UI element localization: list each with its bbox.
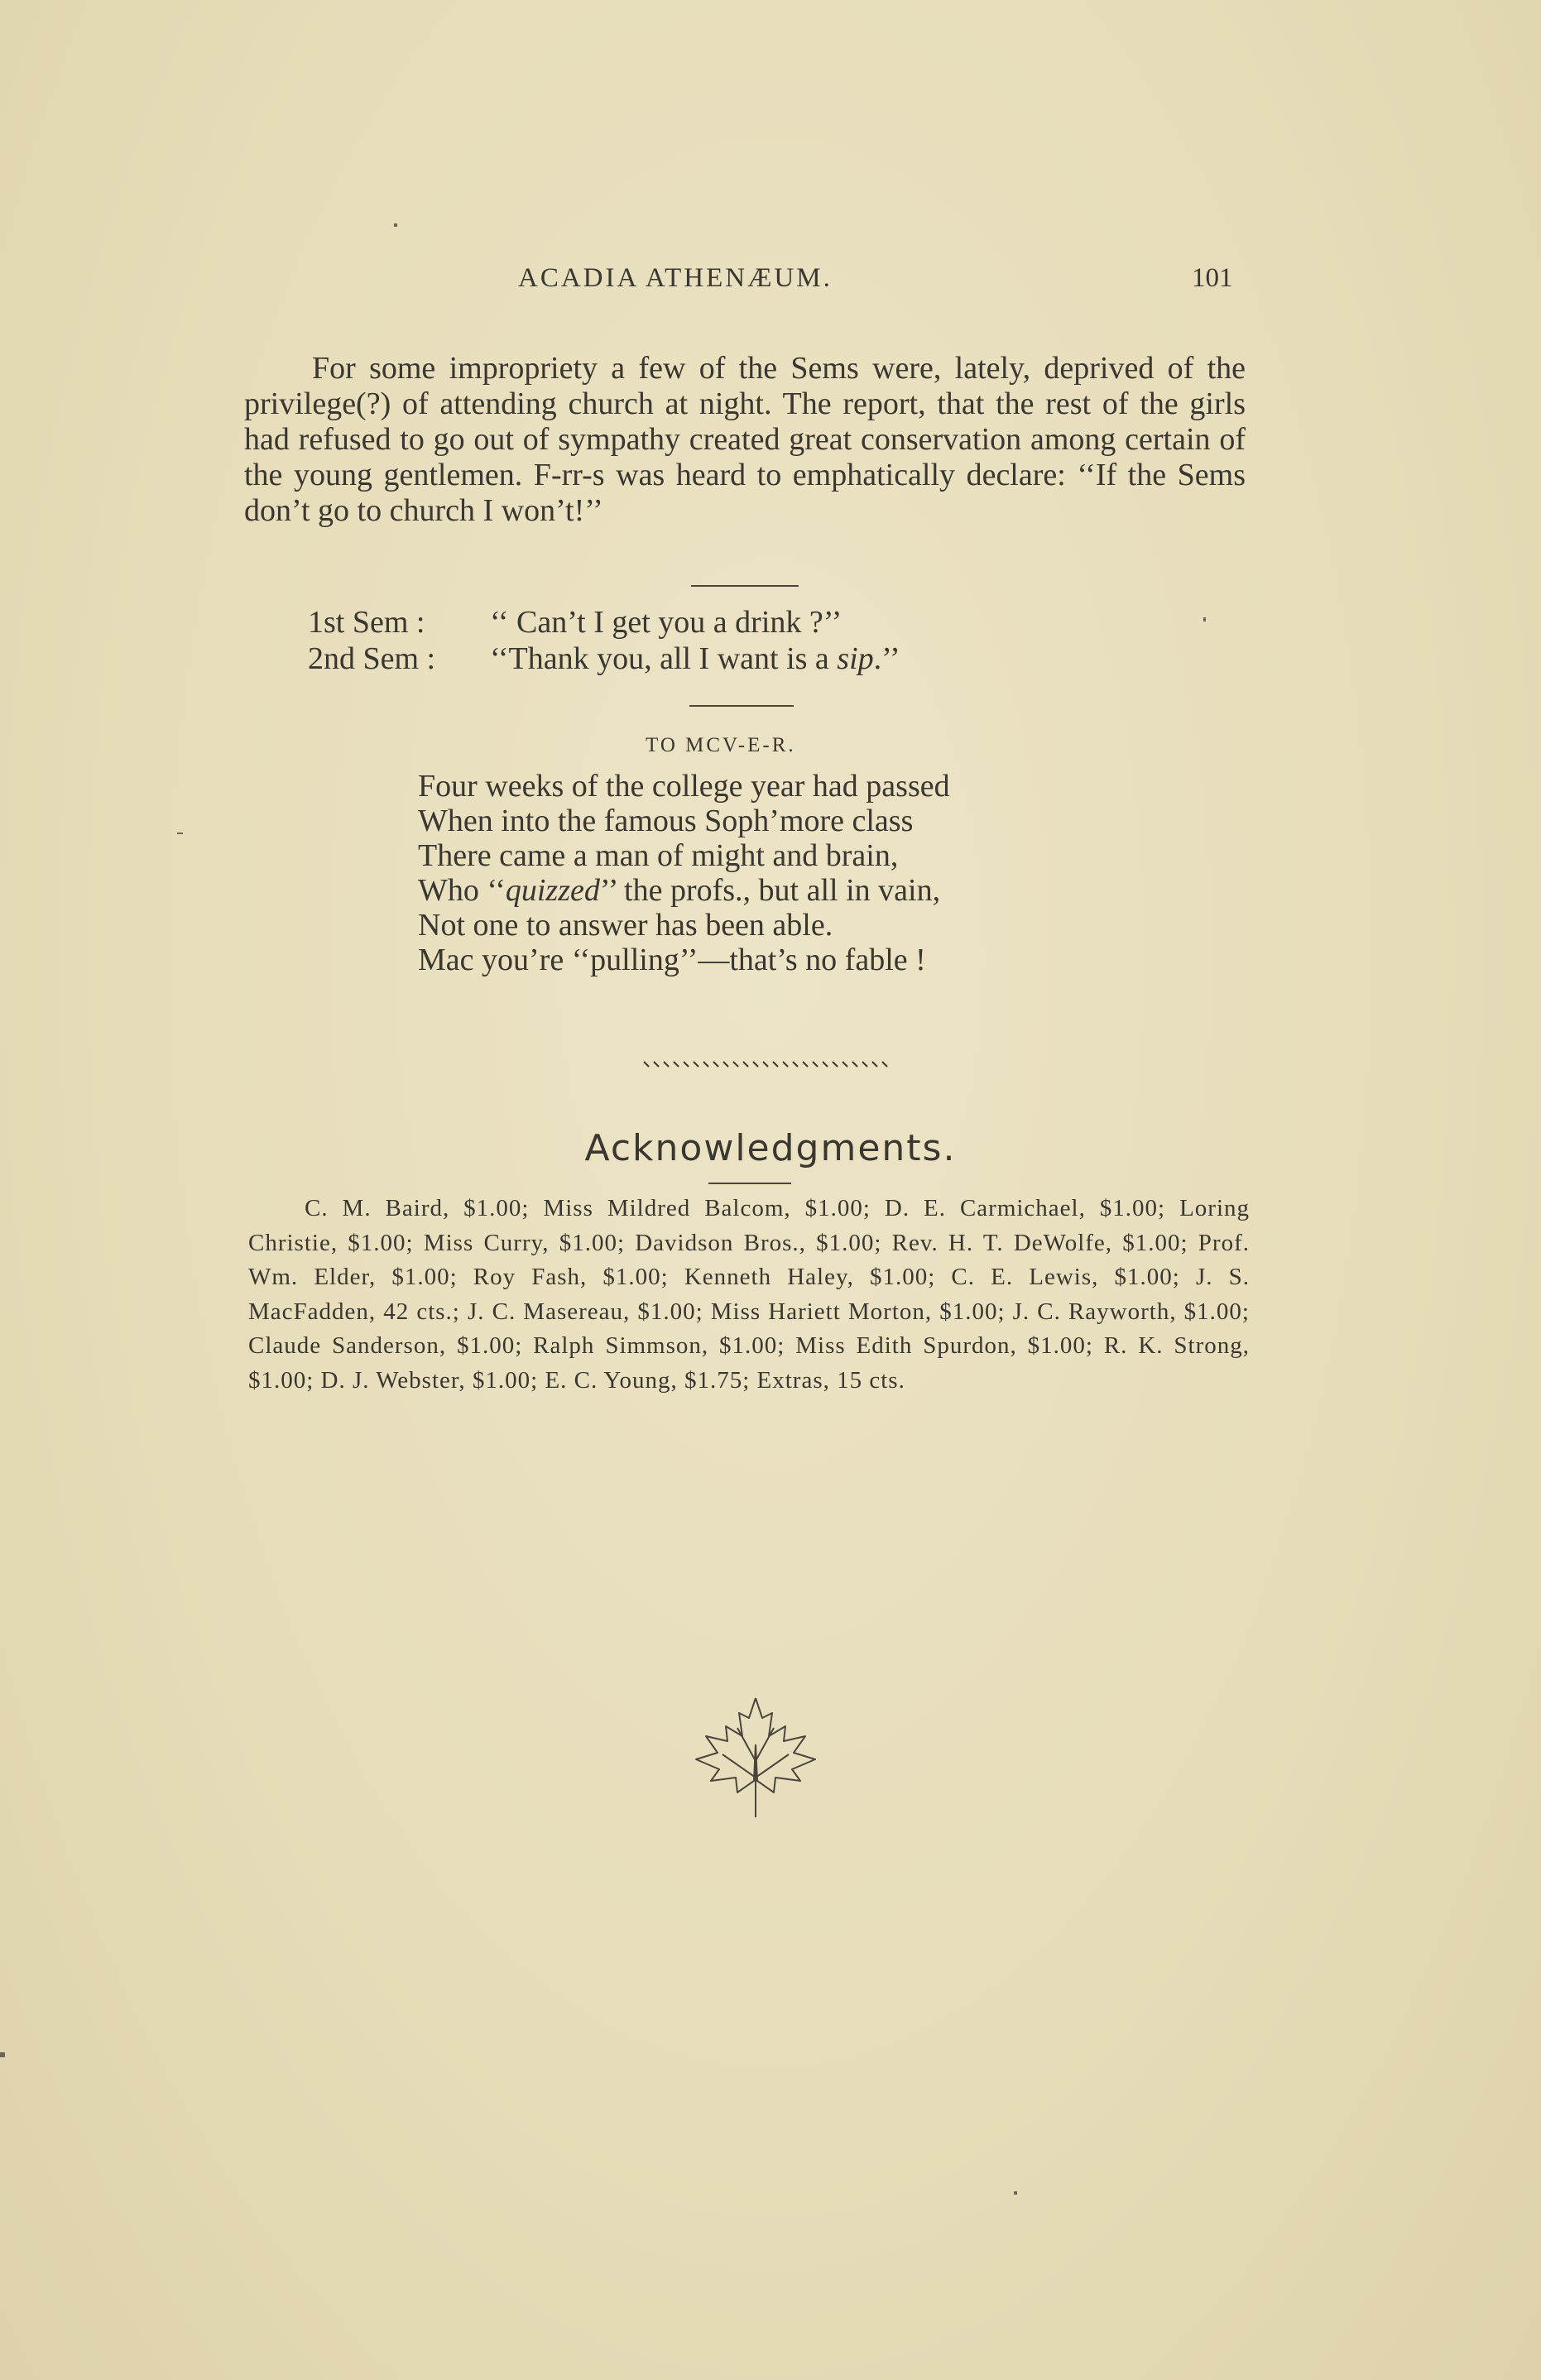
poem-line: Four weeks of the college year had passed <box>418 769 950 804</box>
journal-title: ACADIA ATHENÆUM. <box>518 263 833 293</box>
section-rule <box>689 705 794 707</box>
spoken-line-start: ‘‘Thank you, all I want is a <box>490 641 838 676</box>
section-rule <box>691 585 799 587</box>
page-number: 101 <box>1192 263 1233 293</box>
page-speck <box>0 2052 5 2057</box>
poem <box>418 769 950 977</box>
poem-line-italic: quizzed <box>505 873 600 908</box>
poem-line: When into the famous Soph’more class <box>418 804 914 838</box>
page-speck <box>1014 2191 1017 2195</box>
spoken-line-end: .’’ <box>873 641 900 676</box>
dialogue-line <box>308 604 900 641</box>
maple-leaf-icon <box>689 1695 822 1819</box>
poem-line: There came a man of might and brain, <box>418 838 899 873</box>
sems-paragraph: For some impropriety a few of the Sems were, lately, deprived of the privilege(?) of attending church at night. The report, that the rest of the girls had refused to go out of sympathy created great conservation among certain of the young gentlemen. F-rr-s was heard to emphatically declare: ‘‘If the Sems don’t go to church I won’t!’’ <box>244 351 1246 528</box>
page-speck <box>394 223 397 227</box>
poem-line: Not one to answer has been able. <box>418 908 833 943</box>
poem-line-start: Who ‘‘ <box>418 873 506 908</box>
speaker: 1st Sem : <box>308 605 425 640</box>
poem-line <box>418 873 950 908</box>
page-speck <box>177 833 183 834</box>
dotted-divider-icon <box>642 1058 891 1070</box>
running-head <box>0 263 1541 305</box>
page-speck <box>1203 617 1206 621</box>
spoken-line: ‘‘ Can’t I get you a drink ?’’ <box>490 605 843 640</box>
dialogue <box>308 604 900 677</box>
poem-line: Mac you’re ‘‘pulling’’—that’s no fable ! <box>418 943 926 977</box>
heading-rule <box>708 1183 791 1184</box>
poem-title: TO MCV-E-R. <box>646 734 796 756</box>
spoken-line-italic: sip <box>837 641 874 676</box>
acknowledgments-heading: Acknowledgments. <box>584 1127 957 1169</box>
speaker: 2nd Sem : <box>308 641 436 676</box>
poem-line-end: ’’ the profs., but all in vain, <box>599 873 941 908</box>
dialogue-line <box>308 641 900 677</box>
acknowledgments-list: C. M. Baird, $1.00; Miss Mildred Balcom, $1.00; D. E. Carmichael, $1.00; Loring Christie, $1.00; Miss Curry, $1.00; Davidson Bros., $1.00; Rev. H. T. DeWolfe, $1.00; Prof. Wm. Elder, $1.00; Roy Fash, $1.00; Kenneth Haley, $1.00; C. E. Lewis, $1.00; J. S. MacFadden, 42 cts.; J. C. Masereau, $1.00; Miss Hariett Morton, $1.00; J. C. Rayworth, $1.00; Claude Sanderson, $1.00; Ralph Simmson, $1.00; Miss Edith Spurdon, $1.00; R. K. Strong, $1.00; D. J. Webster, $1.00; E. C. Young, $1.75; Extras, 15 cts. <box>248 1195 1250 1394</box>
